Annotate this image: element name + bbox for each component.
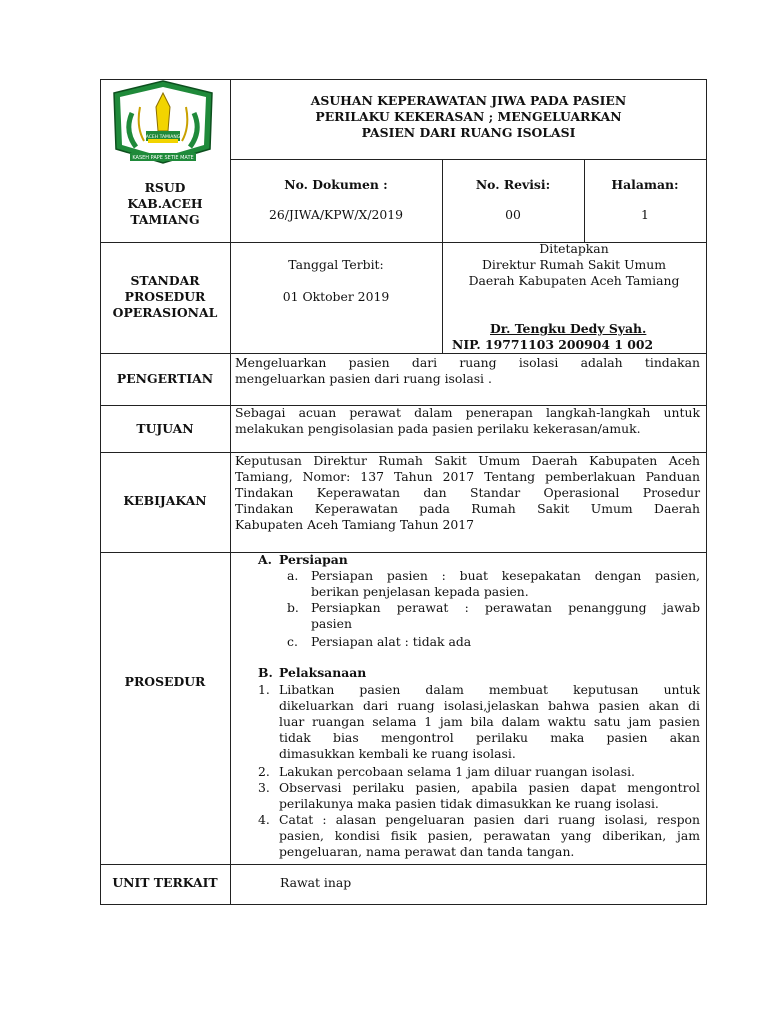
kebijakan-line-4: Tindakan Keperawatan pada Rumah Sakit Umum Daerah: [235, 501, 700, 516]
sop-label-line-3: OPERASIONAL: [112, 305, 218, 320]
tujuan-line-1: Sebagai acuan perawat dalam penerapan langkah-langkah untuk: [235, 405, 700, 420]
logo-banner-text: KASEH PAPE SETIE MATE: [132, 155, 194, 161]
table-divider-halaman: [584, 159, 585, 242]
b-item-4-marker: 4.: [258, 812, 270, 827]
hospital-name-line-3: TAMIANG: [130, 212, 200, 227]
signatory-name: Dr. Tengku Dedy Syah.: [490, 321, 647, 336]
a-item-b-line-1: Persiapkan perawat : perawatan penanggung jawab: [311, 600, 700, 615]
document-title-line-3: PASIEN DARI RUANG ISOLASI: [361, 125, 576, 140]
b-item-2-line-1: Lakukan percobaan selama 1 jam diluar ruangan isolasi.: [279, 764, 635, 779]
pengertian-line-2: mengeluarkan pasien dari ruang isolasi .: [235, 371, 492, 386]
document-title-line-2: PERILAKU KEKERASAN ; MENGELUARKAN: [315, 109, 622, 124]
pengertian-line-1: Mengeluarkan pasien dari ruang isolasi adalah tindakan: [235, 355, 700, 370]
b-item-4-line-3: pengeluaran, nama perawat dan tanda tangan.: [279, 844, 575, 859]
halaman-label: Halaman:: [611, 177, 679, 192]
kebijakan-label: KEBIJAKAN: [123, 493, 207, 508]
b-item-4-line-2: pasien, kondisi fisik pasien, perawatan yang diberikan, jam: [279, 828, 700, 843]
no-revisi-value: 00: [505, 207, 521, 222]
table-divider-sop: [100, 353, 707, 354]
sop-document: [100, 79, 707, 905]
b-item-3-line-1: Observasi perilaku pasien, apabila pasien dapat mengontrol: [279, 780, 700, 795]
b-item-3-line-2: perilakunya maka pasien tidak dimasukkan ke ruang isolasi.: [279, 796, 659, 811]
unit-terkait-label: UNIT TERKAIT: [112, 875, 218, 890]
a-item-b-marker: b.: [287, 600, 299, 615]
ditetapkan-text: Ditetapkan: [539, 241, 609, 256]
prosedur-label: PROSEDUR: [124, 674, 206, 689]
tanggal-terbit-label: Tanggal Terbit:: [288, 257, 384, 272]
b-item-1-marker: 1.: [258, 682, 270, 697]
section-b-marker: B.: [258, 665, 273, 680]
b-item-4-line-1: Catat : alasan pengeluaran pasien dari ruang isolasi, respon: [279, 812, 700, 827]
table-border-bottom: [100, 904, 707, 905]
section-a-marker: A.: [258, 552, 272, 567]
no-dokumen-value: 26/JIWA/KPW/X/2019: [268, 207, 404, 222]
logo-panel-text: ACEH TAMIANG: [145, 135, 181, 140]
a-item-a-line-1: Persiapan pasien : buat kesepakatan dengan pasien,: [311, 568, 700, 583]
tanggal-terbit-value: 01 Oktober 2019: [282, 289, 390, 304]
kebijakan-line-3: Tindakan Keperawatan dan Standar Operasional Prosedur: [235, 485, 700, 500]
halaman-value: 1: [641, 207, 649, 222]
sop-label-line-2: PROSEDUR: [124, 289, 206, 304]
a-item-c-line-1: Persiapan alat : tidak ada: [311, 634, 472, 649]
b-item-1-line-3: luar ruangan selama 1 jam bila dalam waktu satu jam pasien: [279, 714, 700, 729]
sop-label-line-1: STANDAR: [130, 273, 200, 288]
kebijakan-line-1: Keputusan Direktur Rumah Sakit Umum Daerah Kabupaten Aceh: [235, 453, 700, 468]
pengertian-label: PENGERTIAN: [116, 371, 214, 386]
b-item-1-line-1: Libatkan pasien dalam membuat keputusan untuk: [279, 682, 700, 697]
hospital-name-line-1: RSUD: [144, 180, 186, 195]
director-line-1: Direktur Rumah Sakit Umum: [481, 257, 667, 272]
a-item-a-marker: a.: [287, 568, 299, 583]
table-divider-prosedur: [100, 864, 707, 865]
kebijakan-line-5: Kabupaten Aceh Tamiang Tahun 2017: [235, 517, 474, 532]
b-item-1-line-4: tidak bias mengontrol perilaku maka pasien akan: [279, 730, 700, 745]
tujuan-label: TUJUAN: [136, 421, 194, 436]
hospital-logo: [110, 79, 216, 173]
b-item-2-marker: 2.: [258, 764, 270, 779]
table-border-right: [706, 79, 707, 905]
a-item-c-marker: c.: [287, 634, 298, 649]
table-divider-title: [230, 159, 707, 160]
hospital-name-line-2: KAB.ACEH: [127, 196, 203, 211]
table-divider-label-column: [230, 79, 231, 905]
a-item-a-line-2: berikan penjelasan kepada pasien.: [311, 584, 529, 599]
section-a-title: Persiapan: [279, 552, 348, 567]
section-b-title: Pelaksanaan: [279, 665, 367, 680]
table-divider-kebijakan: [100, 552, 707, 553]
no-revisi-label: No. Revisi:: [475, 177, 551, 192]
signatory-nip: NIP. 19771103 200904 1 002: [452, 337, 654, 352]
b-item-1-line-5: dimasukkan kembali ke ruang isolasi.: [279, 746, 516, 761]
kebijakan-line-2: Tamiang, Nomor: 137 Tahun 2017 Tentang pemberlakuan Panduan: [235, 469, 700, 484]
director-line-2: Daerah Kabupaten Aceh Tamiang: [468, 273, 680, 288]
b-item-3-marker: 3.: [258, 780, 270, 795]
b-item-1-line-2: dikeluarkan dari ruang isolasi,jelaskan bahwa pasien akan di: [279, 698, 700, 713]
tujuan-line-2: melakukan pengisolasian pada pasien perilaku kekerasan/amuk.: [235, 421, 641, 436]
unit-terkait-value: Rawat inap: [280, 875, 352, 890]
no-dokumen-label: No. Dokumen :: [284, 177, 388, 192]
a-item-b-line-2: pasien: [311, 616, 352, 631]
document-title-line-1: ASUHAN KEPERAWATAN JIWA PADA PASIEN: [310, 93, 627, 108]
